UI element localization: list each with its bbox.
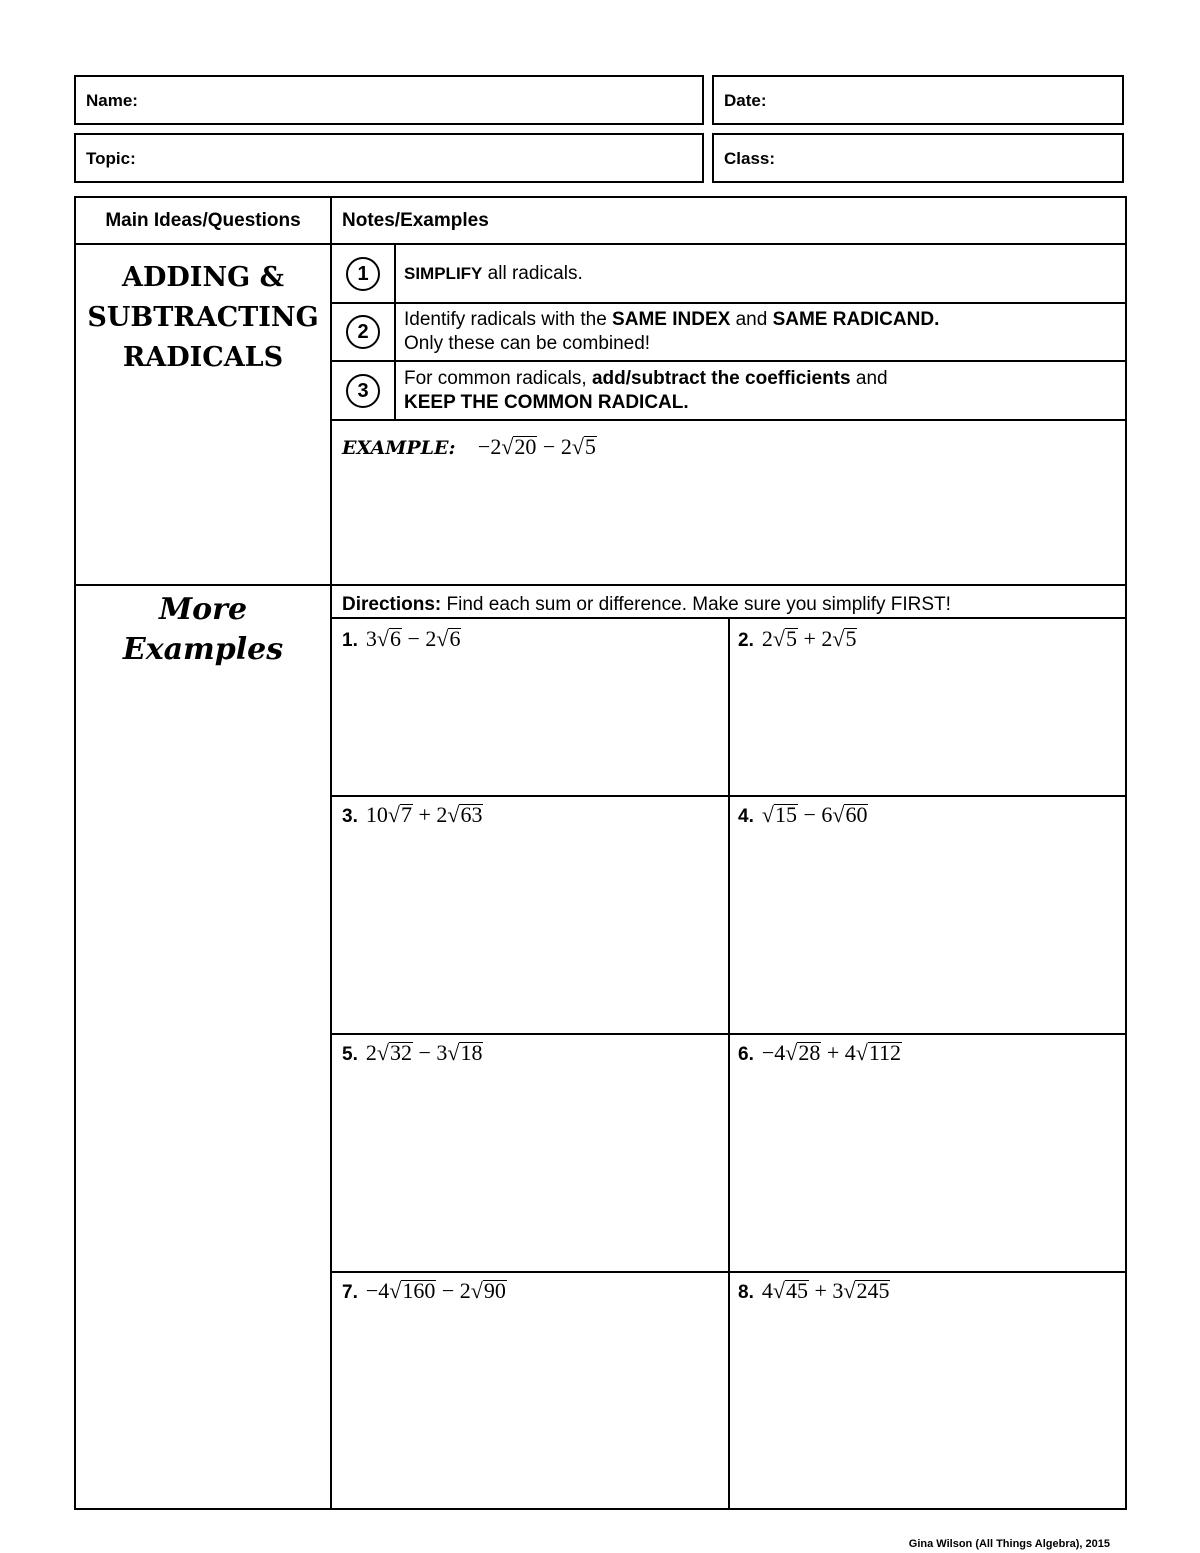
example-expression: −2√20 − 2√5 (477, 434, 596, 459)
problem-grid-row-2 (332, 1033, 1125, 1035)
date-label: Date: (724, 91, 767, 110)
step-text-3: For common radicals, add/subtract the coefficients and KEEP THE COMMON RADICAL. (404, 368, 888, 413)
class-label: Class: (724, 149, 776, 168)
directions: Directions: Find each sum or difference. Make sure you simplify FIRST! (342, 594, 951, 615)
step-row-divider-3 (332, 419, 1125, 421)
problem-2: 2. 2√5 + 2√5 (738, 626, 857, 651)
step-number-column-divider (394, 245, 396, 419)
name-label: Name: (86, 91, 138, 110)
copyright-footer: Gina Wilson (All Things Algebra), 2015 (908, 1538, 1110, 1550)
section-divider (76, 584, 1125, 586)
problem-grid-row-3 (332, 1271, 1125, 1273)
step-number-2: 2 (346, 315, 380, 349)
column-header-divider (76, 243, 1125, 245)
problem-4: 4. √15 − 6√60 (738, 802, 868, 827)
column-divider (330, 198, 332, 1508)
class-box[interactable] (712, 133, 1124, 183)
example-label: EXAMPLE: (342, 437, 456, 459)
problem-grid-row-1 (332, 795, 1125, 797)
step-number-1: 1 (346, 257, 380, 291)
problem-3: 3. 10√7 + 2√63 (342, 802, 483, 827)
name-box[interactable] (74, 75, 704, 125)
date-box[interactable] (712, 75, 1124, 125)
step-row-divider-2 (332, 360, 1125, 362)
problem-8: 8. 4√45 + 3√245 (738, 1278, 890, 1303)
step-text-2: Identify radicals with the SAME INDEX and SAME RADICAND. Only these can be combined! (404, 309, 940, 354)
step-text-1: SIMPLIFY all radicals. (404, 263, 583, 284)
example (342, 434, 597, 460)
problem-5: 5. 2√32 − 3√18 (342, 1040, 483, 1065)
step-row-divider-1 (332, 302, 1125, 304)
problem-7: 7. −4√160 − 2√90 (342, 1278, 506, 1303)
topic-label: Topic: (86, 149, 136, 168)
step-number-3: 3 (346, 374, 380, 408)
column-header-main-ideas: Main Ideas/Questions (105, 210, 301, 231)
problem-grid-vertical (728, 619, 730, 1508)
column-header-notes: Notes/Examples (342, 210, 489, 231)
section-title-more-examples: More Examples (122, 592, 284, 667)
topic-box[interactable] (74, 133, 704, 183)
section-title-adding-subtracting: ADDING & SUBTRACTING RADICALS (87, 262, 319, 373)
problem-1: 1. 3√6 − 2√6 (342, 626, 461, 651)
notes-table (74, 196, 1127, 1510)
problem-6: 6. −4√28 + 4√112 (738, 1040, 902, 1065)
